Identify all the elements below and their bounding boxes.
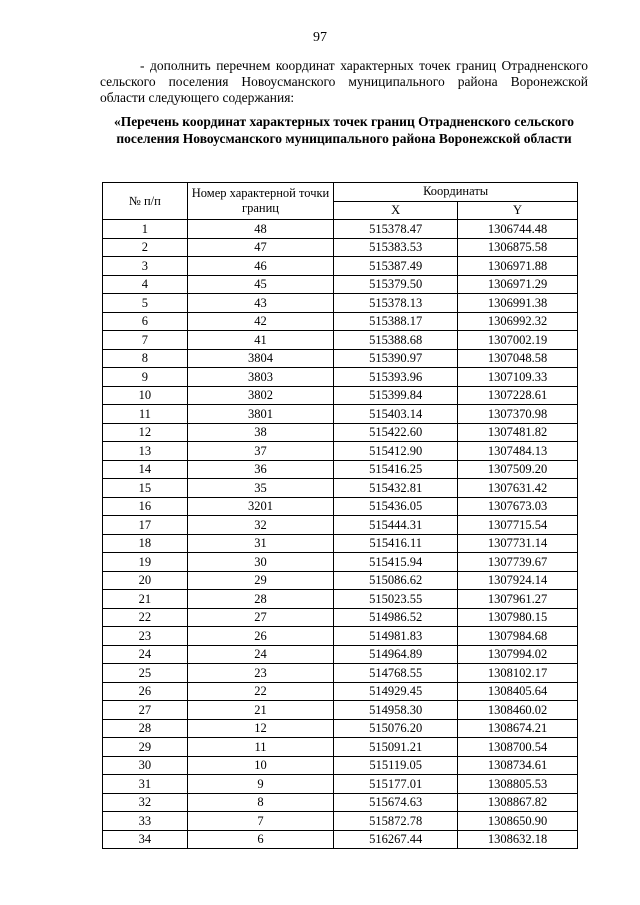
cell-y: 1308674.21 [458, 719, 578, 738]
header-number: № п/п [103, 183, 188, 220]
cell-y: 1307509.20 [458, 460, 578, 479]
cell-x: 515415.94 [334, 553, 458, 572]
cell-x: 515383.53 [334, 238, 458, 257]
cell-point: 38 [187, 423, 334, 442]
table-row [103, 238, 578, 257]
cell-y: 1307370.98 [458, 405, 578, 424]
cell-x: 515378.13 [334, 294, 458, 313]
cell-x: 515379.50 [334, 275, 458, 294]
cell-number: 15 [103, 479, 188, 498]
cell-point: 29 [187, 571, 334, 590]
cell-point: 43 [187, 294, 334, 313]
table-row [103, 645, 578, 664]
table-row [103, 738, 578, 757]
cell-point: 30 [187, 553, 334, 572]
coordinates-table [102, 182, 578, 849]
cell-number: 11 [103, 405, 188, 424]
cell-number: 29 [103, 738, 188, 757]
cell-point: 3804 [187, 349, 334, 368]
cell-point: 41 [187, 331, 334, 350]
cell-number: 10 [103, 386, 188, 405]
cell-point: 3803 [187, 368, 334, 387]
cell-y: 1307715.54 [458, 516, 578, 535]
cell-y: 1306992.32 [458, 312, 578, 331]
cell-number: 4 [103, 275, 188, 294]
cell-x: 515412.90 [334, 442, 458, 461]
cell-x: 515390.97 [334, 349, 458, 368]
cell-x: 516267.44 [334, 830, 458, 849]
table-row [103, 793, 578, 812]
table-row [103, 479, 578, 498]
cell-y: 1307109.33 [458, 368, 578, 387]
cell-y: 1306744.48 [458, 220, 578, 239]
header-row [103, 183, 578, 202]
cell-y: 1308867.82 [458, 793, 578, 812]
cell-point: 11 [187, 738, 334, 757]
cell-y: 1308805.53 [458, 775, 578, 794]
table-row [103, 682, 578, 701]
cell-y: 1306991.38 [458, 294, 578, 313]
table-row [103, 553, 578, 572]
table-row [103, 368, 578, 387]
cell-x: 515444.31 [334, 516, 458, 535]
table-body [103, 220, 578, 849]
cell-y: 1307731.14 [458, 534, 578, 553]
cell-number: 32 [103, 793, 188, 812]
cell-x: 515023.55 [334, 590, 458, 609]
cell-number: 7 [103, 331, 188, 350]
cell-point: 42 [187, 312, 334, 331]
table-row [103, 386, 578, 405]
cell-y: 1308632.18 [458, 830, 578, 849]
cell-number: 21 [103, 590, 188, 609]
table-row [103, 312, 578, 331]
table-row [103, 590, 578, 609]
cell-x: 515378.47 [334, 220, 458, 239]
cell-point: 12 [187, 719, 334, 738]
cell-number: 19 [103, 553, 188, 572]
table-row [103, 664, 578, 683]
cell-y: 1307673.03 [458, 497, 578, 516]
cell-y: 1306875.58 [458, 238, 578, 257]
table-row [103, 497, 578, 516]
cell-x: 515416.11 [334, 534, 458, 553]
cell-number: 31 [103, 775, 188, 794]
cell-point: 6 [187, 830, 334, 849]
cell-number: 2 [103, 238, 188, 257]
cell-x: 514958.30 [334, 701, 458, 720]
cell-x: 514964.89 [334, 645, 458, 664]
cell-x: 515076.20 [334, 719, 458, 738]
cell-point: 31 [187, 534, 334, 553]
cell-point: 21 [187, 701, 334, 720]
table-row [103, 516, 578, 535]
cell-x: 515091.21 [334, 738, 458, 757]
cell-x: 515674.63 [334, 793, 458, 812]
cell-point: 27 [187, 608, 334, 627]
cell-x: 515422.60 [334, 423, 458, 442]
cell-number: 30 [103, 756, 188, 775]
cell-x: 515403.14 [334, 405, 458, 424]
cell-point: 3802 [187, 386, 334, 405]
cell-point: 46 [187, 257, 334, 276]
table-row [103, 830, 578, 849]
cell-x: 514986.52 [334, 608, 458, 627]
page-number: 97 [313, 30, 327, 45]
cell-point: 28 [187, 590, 334, 609]
table-row [103, 331, 578, 350]
cell-number: 20 [103, 571, 188, 590]
cell-x: 514981.83 [334, 627, 458, 646]
cell-number: 28 [103, 719, 188, 738]
cell-number: 12 [103, 423, 188, 442]
intro-text: - дополнить перечнем координат характерных точек границ Отрадненского сельского поселения Новоусманского муниципального района Воронежской области следующего содержания: [100, 58, 588, 105]
header-x: X [334, 201, 458, 220]
cell-point: 8 [187, 793, 334, 812]
cell-x: 515086.62 [334, 571, 458, 590]
cell-point: 9 [187, 775, 334, 794]
header-coordinates: Координаты [334, 183, 578, 202]
table-row [103, 571, 578, 590]
cell-number: 14 [103, 460, 188, 479]
cell-y: 1307481.82 [458, 423, 578, 442]
cell-x: 514768.55 [334, 664, 458, 683]
table-row [103, 701, 578, 720]
cell-y: 1308650.90 [458, 812, 578, 831]
cell-y: 1307980.15 [458, 608, 578, 627]
table-row [103, 775, 578, 794]
cell-point: 3201 [187, 497, 334, 516]
cell-point: 26 [187, 627, 334, 646]
cell-x: 515436.05 [334, 497, 458, 516]
cell-x: 515119.05 [334, 756, 458, 775]
table-row [103, 756, 578, 775]
cell-number: 13 [103, 442, 188, 461]
table-row [103, 405, 578, 424]
cell-number: 17 [103, 516, 188, 535]
table-row [103, 257, 578, 276]
cell-point: 37 [187, 442, 334, 461]
cell-y: 1307002.19 [458, 331, 578, 350]
cell-y: 1307984.68 [458, 627, 578, 646]
cell-y: 1308405.64 [458, 682, 578, 701]
cell-point: 45 [187, 275, 334, 294]
header-point: Номер характерной точки границ [187, 183, 334, 220]
cell-number: 34 [103, 830, 188, 849]
cell-number: 25 [103, 664, 188, 683]
cell-point: 48 [187, 220, 334, 239]
cell-y: 1306971.88 [458, 257, 578, 276]
cell-y: 1308460.02 [458, 701, 578, 720]
cell-point: 47 [187, 238, 334, 257]
cell-y: 1307484.13 [458, 442, 578, 461]
cell-point: 10 [187, 756, 334, 775]
cell-y: 1308734.61 [458, 756, 578, 775]
cell-x: 515388.17 [334, 312, 458, 331]
cell-x: 515399.84 [334, 386, 458, 405]
cell-y: 1308700.54 [458, 738, 578, 757]
cell-y: 1307048.58 [458, 349, 578, 368]
table-row [103, 534, 578, 553]
cell-y: 1307228.61 [458, 386, 578, 405]
cell-x: 515416.25 [334, 460, 458, 479]
table-row [103, 275, 578, 294]
cell-number: 1 [103, 220, 188, 239]
cell-number: 24 [103, 645, 188, 664]
cell-point: 24 [187, 645, 334, 664]
cell-number: 23 [103, 627, 188, 646]
header-y: Y [458, 201, 578, 220]
cell-number: 3 [103, 257, 188, 276]
cell-y: 1306971.29 [458, 275, 578, 294]
cell-number: 22 [103, 608, 188, 627]
cell-y: 1307739.67 [458, 553, 578, 572]
cell-point: 32 [187, 516, 334, 535]
cell-number: 33 [103, 812, 188, 831]
table-row [103, 812, 578, 831]
table-row [103, 460, 578, 479]
cell-x: 515872.78 [334, 812, 458, 831]
cell-number: 6 [103, 312, 188, 331]
cell-number: 8 [103, 349, 188, 368]
intro-paragraph [100, 58, 588, 106]
table-row [103, 719, 578, 738]
table-row [103, 627, 578, 646]
cell-x: 515393.96 [334, 368, 458, 387]
cell-point: 3801 [187, 405, 334, 424]
cell-x: 514929.45 [334, 682, 458, 701]
cell-number: 27 [103, 701, 188, 720]
table-row [103, 349, 578, 368]
cell-x: 515432.81 [334, 479, 458, 498]
cell-y: 1307631.42 [458, 479, 578, 498]
table-row [103, 423, 578, 442]
cell-point: 23 [187, 664, 334, 683]
table-row [103, 294, 578, 313]
document-title: «Перечень координат характерных точек границ Отрадненского сельского поселения Новоусманского муниципального района Воронежской области [113, 114, 575, 146]
cell-y: 1307994.02 [458, 645, 578, 664]
cell-y: 1307961.27 [458, 590, 578, 609]
table-row [103, 220, 578, 239]
cell-point: 7 [187, 812, 334, 831]
cell-number: 18 [103, 534, 188, 553]
cell-number: 9 [103, 368, 188, 387]
cell-number: 16 [103, 497, 188, 516]
table-row [103, 442, 578, 461]
cell-x: 515388.68 [334, 331, 458, 350]
cell-point: 36 [187, 460, 334, 479]
table-row [103, 608, 578, 627]
cell-number: 5 [103, 294, 188, 313]
cell-x: 515177.01 [334, 775, 458, 794]
cell-point: 35 [187, 479, 334, 498]
cell-x: 515387.49 [334, 257, 458, 276]
cell-number: 26 [103, 682, 188, 701]
cell-y: 1308102.17 [458, 664, 578, 683]
cell-y: 1307924.14 [458, 571, 578, 590]
cell-point: 22 [187, 682, 334, 701]
